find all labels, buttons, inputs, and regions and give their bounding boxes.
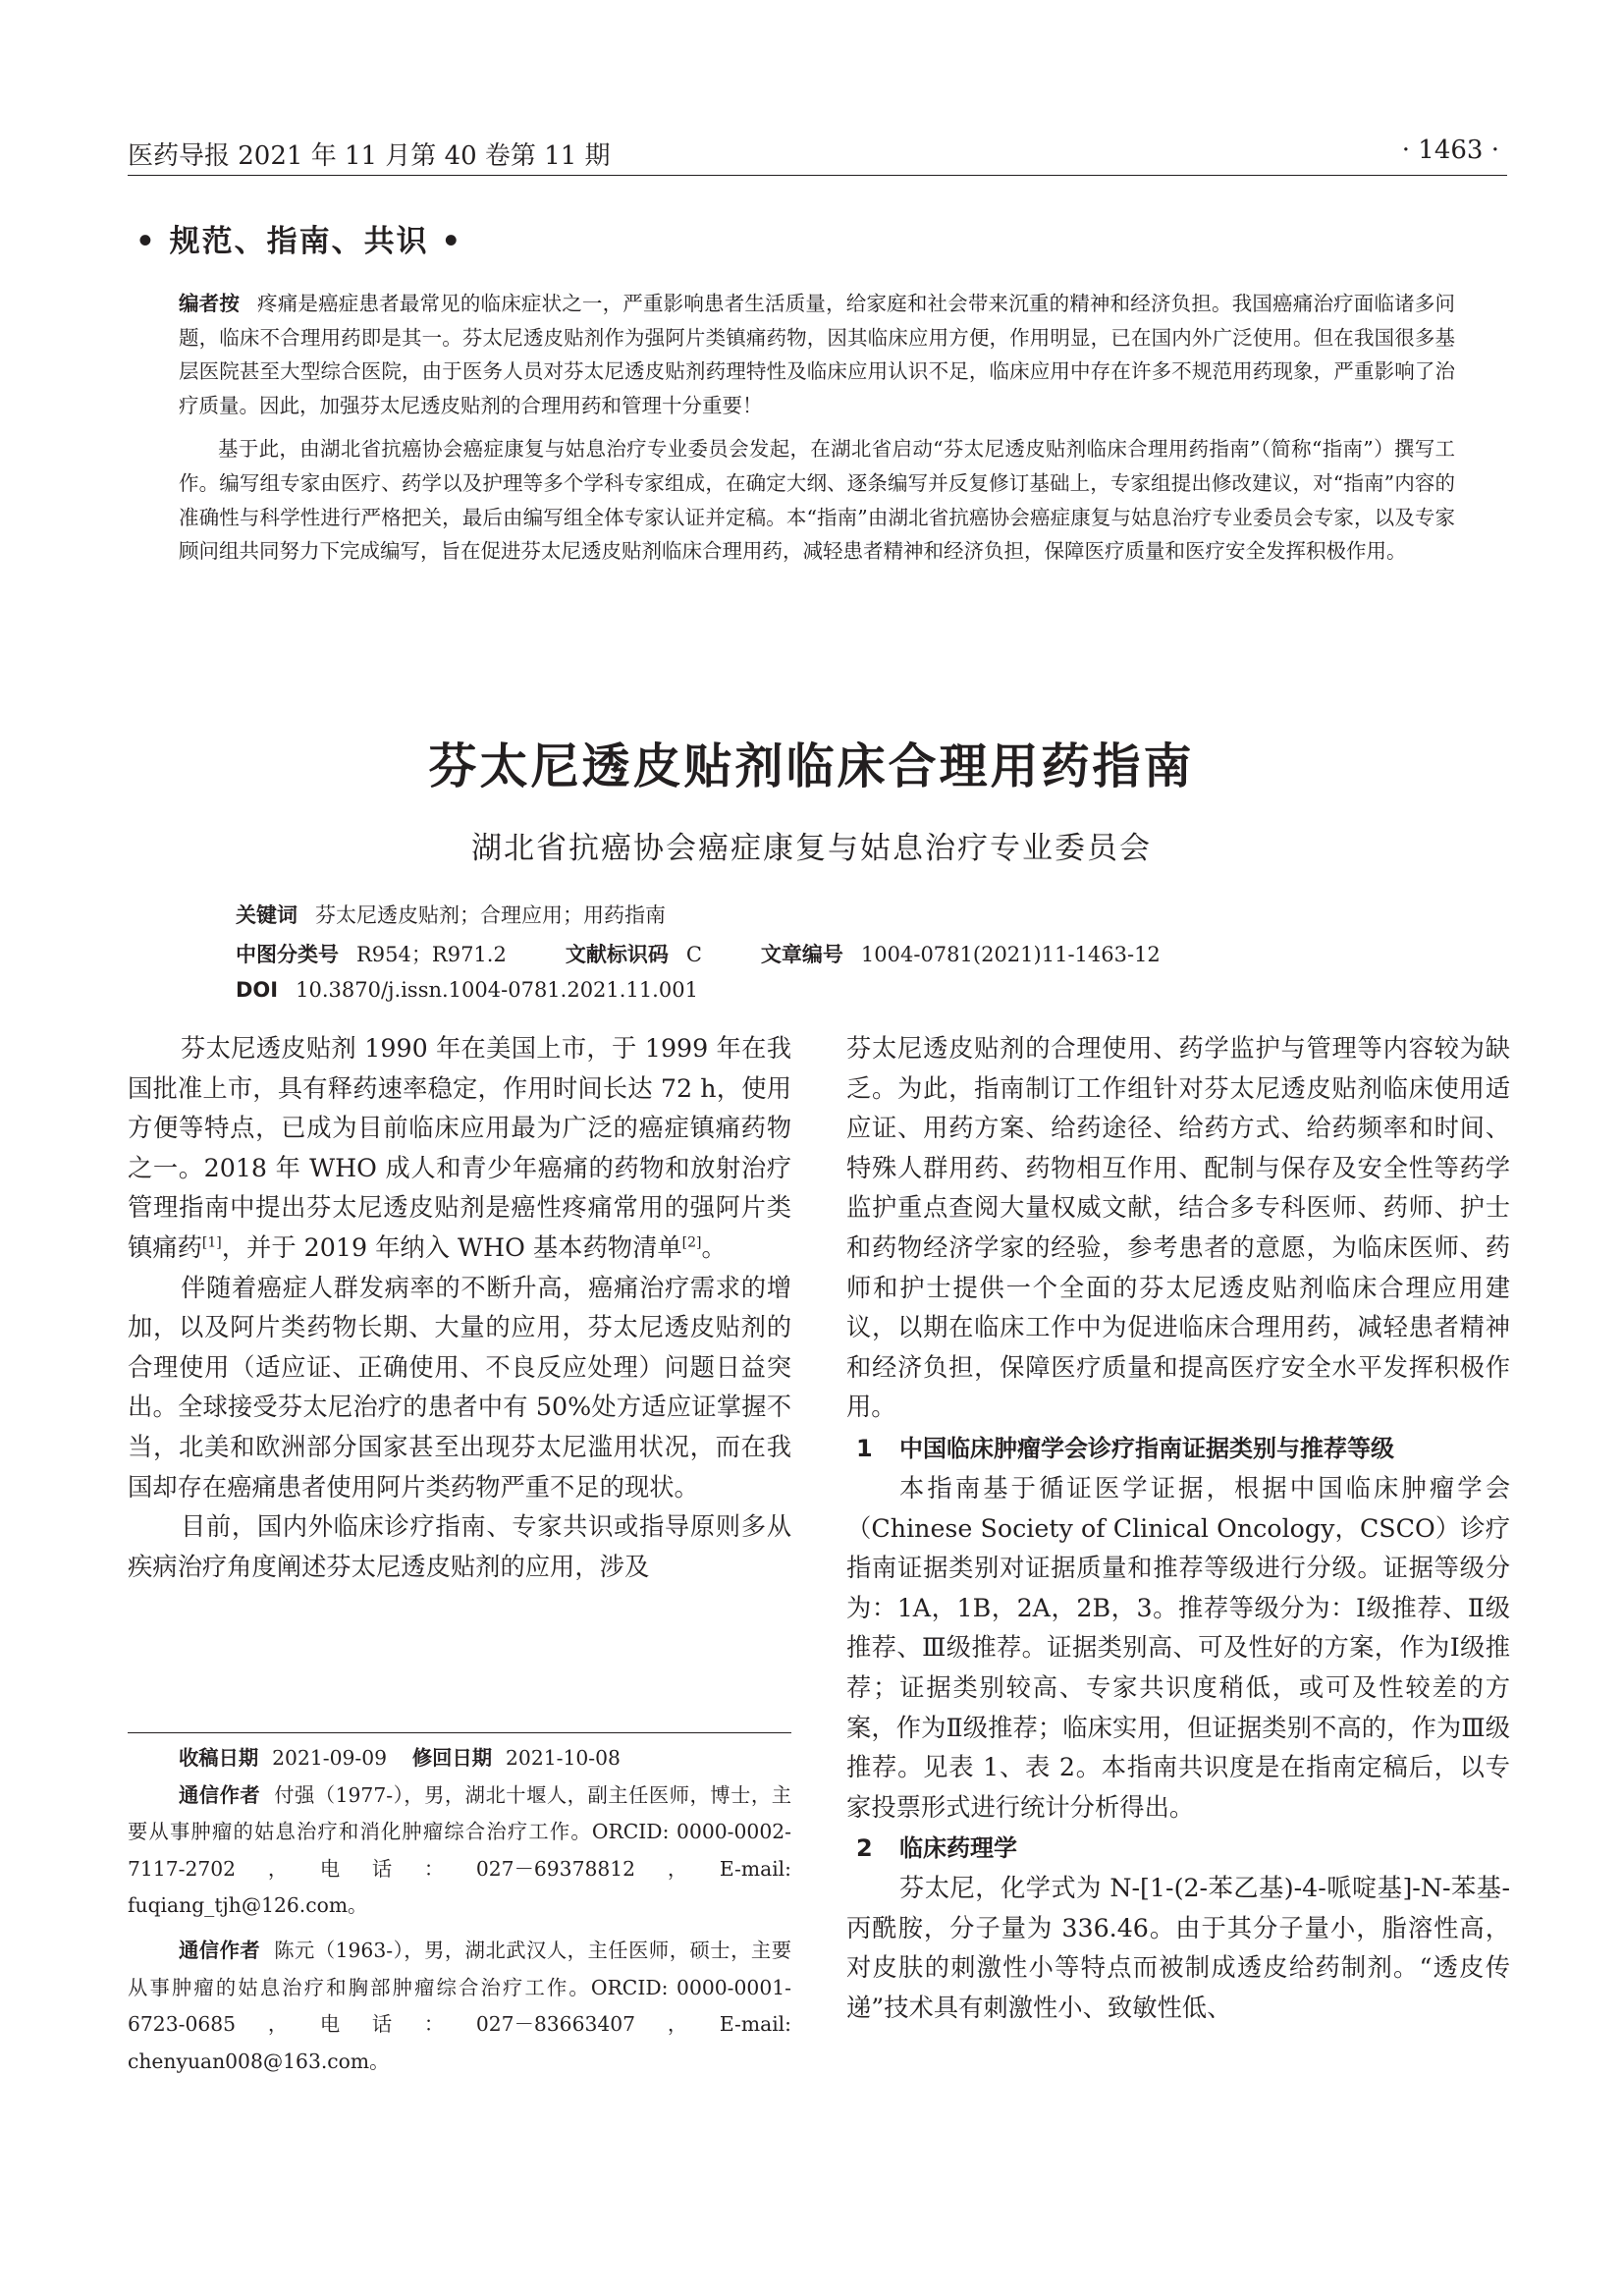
- clc-label: 中图分类号: [236, 943, 339, 966]
- intro-para-1-text-c: 。: [701, 1232, 727, 1262]
- running-header: [128, 136, 1507, 176]
- section-1-title: 中国临床肿瘤学会诊疗指南证据类别与推荐等级: [899, 1434, 1394, 1462]
- section-2-para: 芬太尼，化学式为 N-[1-(2-苯乙基)-4-哌啶基]-N-苯基-丙酰胺，分子量为 336.46。由于其分子量小，脂溶性高，对皮肤的刺激性小等特点而被制成透皮给药制剂。“透皮传递”技术具有刺激性小、致敏性低、: [846, 1874, 1510, 2023]
- keywords-value: 芬太尼透皮贴剂；合理应用；用药指南: [315, 903, 666, 927]
- intro-para-1: [128, 1029, 791, 1269]
- revised-label: 修回日期: [411, 1746, 493, 1770]
- left-column: [128, 1029, 791, 1587]
- corresponding-author-2: [128, 1933, 791, 2080]
- section-2-heading: [846, 1828, 1510, 1869]
- intro-para-1-text-b: ，并于 2019 年纳入 WHO 基本药物清单: [221, 1232, 682, 1262]
- clc-value: R954；R971.2: [356, 943, 507, 966]
- article-no-label: 文章编号: [760, 943, 843, 966]
- intro-para-3: 目前，国内外临床诊疗指南、专家共识或指导原则多从疾病治疗角度阐述芬太尼透皮贴剂的应用，涉及: [128, 1512, 791, 1581]
- editor-note: [179, 287, 1455, 569]
- editor-note-para-2: 基于此，由湖北省抗癌协会癌症康复与姑息治疗专业委员会发起，在湖北省启动“芬太尼透皮贴剂临床合理用药指南”（简称“指南”）撰写工作。编写组专家由医疗、药学以及护理等多个学科专家组成，在确定大纲、逐条编写并反复修订基础上，专家组提出修改建议，对“指南”内容的准确性与科学性进行严格把关，最后由编写组全体专家认证并定稿。本“指南”由湖北省抗癌协会癌症康复与姑息治疗专业委员会专家，以及专家顾问组共同努力下完成编写，旨在促进芬太尼透皮贴剂临床合理用药，减轻患者精神和经济负担，保障医疗质量和医疗安全发挥积极作用。: [179, 437, 1455, 564]
- right-column: [846, 1029, 1510, 2029]
- revised-date: 2021-10-08: [506, 1746, 621, 1770]
- received-label: 收稿日期: [179, 1746, 259, 1770]
- corresponding-author-1: [128, 1777, 791, 1925]
- classification-line: [236, 939, 1161, 968]
- section-2-title: 临床药理学: [899, 1834, 1017, 1863]
- section-tag: • 规范、指南、共识 •: [135, 224, 463, 259]
- editor-note-label: 编者按: [179, 292, 241, 315]
- article-no-value: 1004-0781(2021)11-1463-12: [860, 943, 1161, 966]
- received-dates: [128, 1740, 791, 1777]
- doi-label: DOI: [236, 978, 279, 1002]
- footnotes: [128, 1740, 791, 2080]
- editor-note-para-1: [179, 287, 1455, 422]
- page-number: · 1463 ·: [1401, 136, 1499, 165]
- intro-para-1-text-a: 芬太尼透皮贴剂 1990 年在美国上市，于 1999 年在我国批准上市，具有释药速率稳定，作用时间长达 72 h，使用方便等特点，已成为目前临床应用最为广泛的癌症镇痛药物之一。2018 年 WHO 成人和青少年癌痛的药物和放射治疗管理指南中提出芬太尼透皮贴剂是癌性疼痛常用的强阿片类镇痛药: [128, 1034, 791, 1262]
- section-1-para: 本指南基于循证医学证据，根据中国临床肿瘤学会（Chinese Society of Clinical Oncology，CSCO）诊疗指南证据类别对证据质量和推荐等级进行分级。证据等级分为：1A，1B，2A，2B，3。推荐等级分为：Ⅰ级推荐、Ⅱ级推荐、Ⅲ级推荐。证据类别高、可及性好的方案，作为Ⅰ级推荐；证据类别较高、专家共识度稍低，或可及性较差的方案，作为Ⅱ级推荐；临床实用，但证据类别不高的，作为Ⅲ级推荐。见表 1、表 2。本指南共识度是在指南定稿后，以专家投票形式进行统计分析得出。: [846, 1473, 1510, 1822]
- keywords-label: 关键词: [236, 903, 298, 927]
- editor-note-text-1: 疼痛是癌症患者最常见的临床症状之一，严重影响患者生活质量，给家庭和社会带来沉重的精神和经济负担。我国癌痛治疗面临诸多问题，临床不合理用药即是其一。芬太尼透皮贴剂作为强阿片类镇痛药物，因其临床应用方便，作用明显，已在国内外广泛使用。但在我国很多基层医院甚至大型综合医院，由于医务人员对芬太尼透皮贴剂药理特性及临床应用认识不足，临床应用中存在许多不规范用药现象，严重影响了治疗质量。因此，加强芬太尼透皮贴剂的合理用药和管理十分重要！: [179, 292, 1456, 417]
- corr-text-1: 付强（1977-），男，湖北十堰人，副主任医师，博士，主要从事肿瘤的姑息治疗和消化肿瘤综合治疗工作。ORCID: 0000-0002-7117-2702，电话：027－69378812，E-mail: fuqiang_tjh@126.com。: [128, 1782, 791, 1918]
- received-date: 2021-09-09: [272, 1746, 388, 1770]
- intro-para-3-continued: 芬太尼透皮贴剂的合理使用、药学监护与管理等内容较为缺乏。为此，指南制订工作组针对芬太尼透皮贴剂临床使用适应证、用药方案、给药途径、给药方式、给药频率和时间、特殊人群用药、药物相互作用、配制与保存及安全性等药学监护重点查阅大量权威文献，结合多专科医师、药师、护士和药物经济学家的经验，参考患者的意愿，为临床医师、药师和护士提供一个全面的芬太尼透皮贴剂临床合理应用建议，以期在临床工作中为促进临床合理用药，减轻患者精神和经济负担，保障医疗质量和提高医疗安全水平发挥积极作用。: [846, 1034, 1510, 1422]
- citation-1: [1]: [201, 1234, 222, 1251]
- corr-label-1: 通信作者: [179, 1782, 261, 1807]
- doc-code-label: 文献标识码: [565, 943, 669, 966]
- footnote-rule: [128, 1732, 791, 1733]
- intro-para-2: 伴随着癌症人群发病率的不断升高，癌痛治疗需求的增加，以及阿片类药物长期、大量的应用，芬太尼透皮贴剂的合理使用（适应证、正确使用、不良反应处理）问题日益突出。全球接受芬太尼治疗的患者中有 50%处方适应证掌握不当，北美和欧洲部分国家甚至出现芬太尼滥用状况，而在我国却存在癌痛患者使用阿片类药物严重不足的现状。: [128, 1273, 791, 1502]
- doi-value: 10.3870/j.issn.1004-0781.2021.11.001: [296, 978, 698, 1002]
- section-2-number: 2: [856, 1834, 873, 1863]
- corr-label-2: 通信作者: [179, 1938, 261, 1962]
- section-1-heading: [846, 1428, 1510, 1469]
- doc-code-value: C: [685, 943, 702, 966]
- article-authors: 湖北省抗癌协会癌症康复与姑息治疗专业委员会: [471, 831, 1152, 866]
- section-1-number: 1: [856, 1434, 873, 1462]
- citation-2: [2]: [681, 1234, 702, 1251]
- corr-text-2: 陈元（1963-），男，湖北武汉人，主任医师，硕士，主要从事肿瘤的姑息治疗和胸部肿瘤综合治疗工作。ORCID: 0000-0001-6723-0685，电话：027－83663407，E-mail: chenyuan008@163.com。: [128, 1938, 791, 2073]
- journal-issue: 医药导报 2021 年 11 月第 40 卷第 11 期: [128, 141, 611, 171]
- doi-line: [236, 978, 698, 1002]
- article-title: 芬太尼透皮贴剂临床合理用药指南: [428, 738, 1195, 794]
- keywords-line: [236, 900, 666, 929]
